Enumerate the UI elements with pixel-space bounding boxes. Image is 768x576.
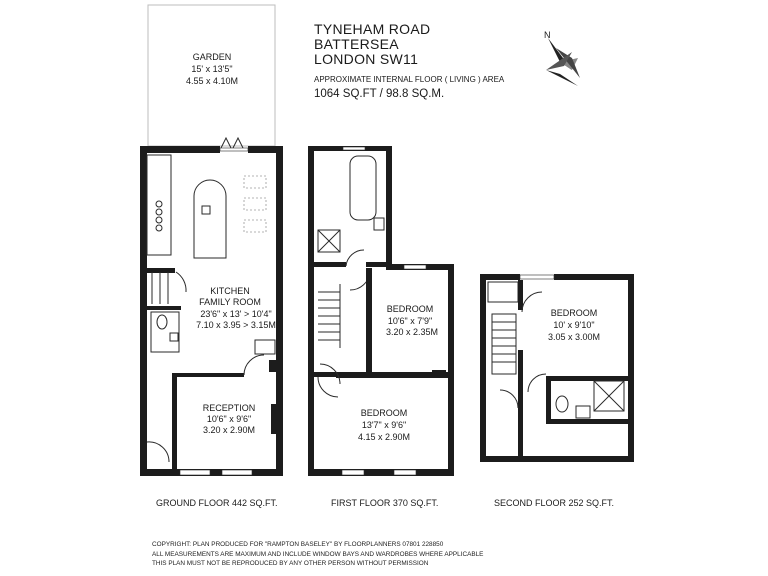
garden-name: GARDEN [192, 52, 232, 62]
reception-metric: 3.20 x 2.90M [202, 425, 256, 435]
property-address [314, 22, 430, 67]
bedroom-first-large-imperial: 13'7" x 9'6" [361, 420, 407, 430]
bedroom-first-small-metric: 3.20 x 2.35M [385, 327, 439, 337]
bedroom-second-imperial: 10' x 9'10" [553, 320, 595, 330]
address-line-3: LONDON SW11 [314, 51, 419, 67]
second-floor-label: SECOND FLOOR 252 SQ.FT. [494, 498, 615, 508]
ground-floor-plan [140, 138, 283, 476]
kitchen-imperial: 23'6" x 13' > 10'4" [200, 309, 272, 319]
reception-name: RECEPTION [202, 403, 256, 413]
bedroom-first-small-name: BEDROOM [386, 304, 434, 314]
kitchen-name-2: FAMILY ROOM [199, 297, 261, 307]
kitchen-metric: 7.10 x 3.95 > 3.15M [196, 320, 276, 330]
reception-imperial: 10'6" x 9'6" [206, 414, 252, 424]
compass-north-letter: N [544, 30, 551, 40]
copyright-line-3: THIS PLAN MUST NOT BE REPRODUCED BY ANY OTHER PERSON WITHOUT PERMISSION [152, 560, 429, 567]
bedroom-first-large-metric: 4.15 x 2.90M [357, 432, 411, 442]
address-line-1: TYNEHAM ROAD [314, 21, 431, 37]
first-floor-label: FIRST FLOOR 370 SQ.FT. [331, 498, 439, 508]
bedroom-second-metric: 3.05 x 3.00M [547, 332, 601, 342]
garden-area [148, 5, 275, 146]
first-floor-plan [308, 146, 454, 476]
compass-icon [544, 30, 580, 86]
copyright-line-1: COPYRIGHT: PLAN PRODUCED FOR "RAMPTON BASELEY" BY FLOORPLANNERS 07801 228850 [152, 541, 444, 548]
bedroom-first-small-imperial: 10'6" x 7'9" [387, 316, 433, 326]
garden-imperial: 15' x 13'5" [191, 64, 233, 74]
kitchen-name-1: KITCHEN [210, 286, 250, 296]
total-area: 1064 SQ.FT / 98.8 SQ.M. [314, 88, 445, 100]
area-caption: APPROXIMATE INTERNAL FLOOR ( LIVING ) AREA [314, 75, 505, 84]
bedroom-second-name: BEDROOM [550, 308, 598, 318]
ground-floor-label: GROUND FLOOR 442 SQ.FT. [156, 498, 278, 508]
second-floor-plan [480, 274, 634, 462]
garden-metric: 4.55 x 4.10M [185, 76, 239, 86]
bedroom-first-large-name: BEDROOM [360, 408, 408, 418]
copyright-notice [152, 540, 483, 569]
address-line-2: BATTERSEA [314, 36, 399, 52]
copyright-line-2: ALL MEASUREMENTS ARE MAXIMUM AND INCLUDE WINDOW BAYS AND WARDROBES WHERE APPLICABLE [152, 550, 484, 558]
